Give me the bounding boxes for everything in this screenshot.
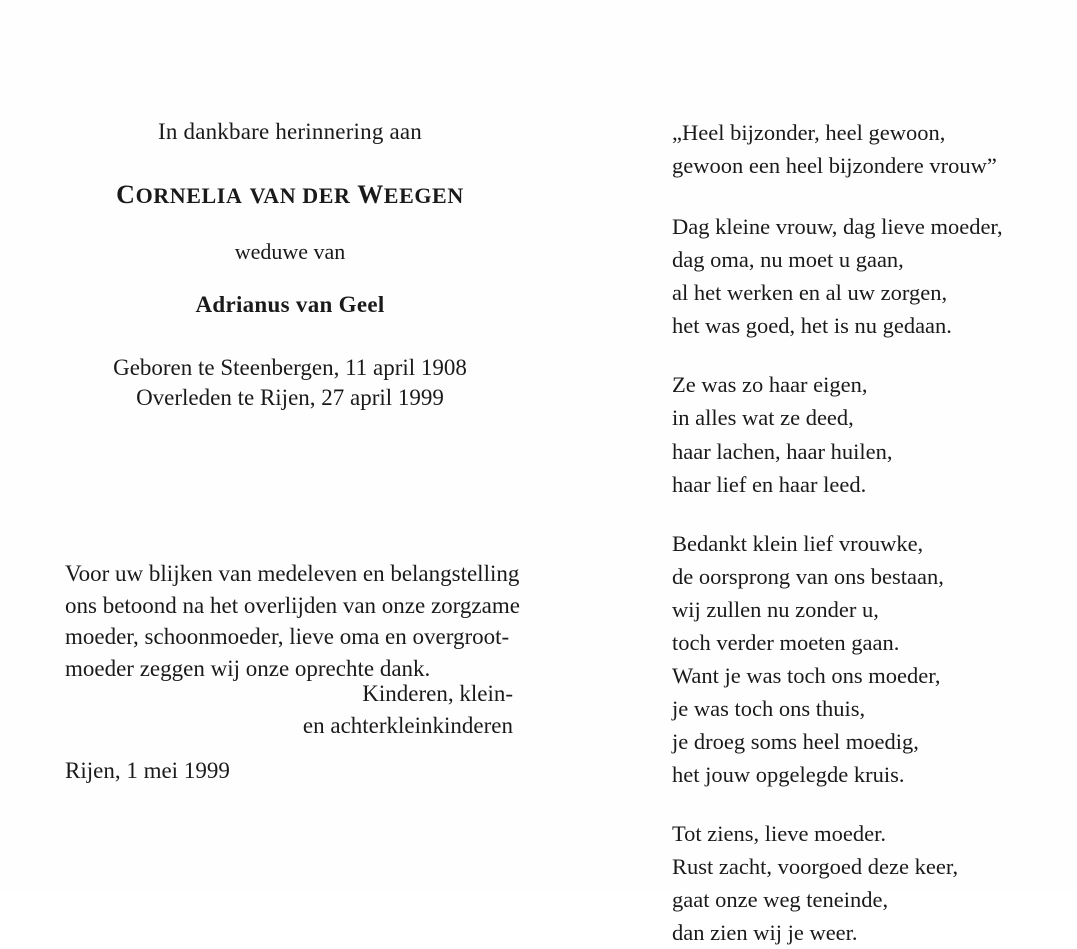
- deceased-name-particle: VAN DER: [249, 182, 351, 208]
- poem-line: in alles wat ze deed,: [672, 405, 854, 431]
- thanks-paragraph: [65, 558, 520, 685]
- poem-column: [672, 116, 1052, 949]
- deceased-name-initial: C: [116, 179, 136, 209]
- epigraph-line-2: gewoon een heel bijzondere vrouw”: [672, 153, 997, 179]
- spouse-name: Adrianus van Geel: [195, 291, 385, 317]
- poem-line: Want je was toch ons moeder,: [672, 662, 941, 688]
- poem-stanza-3: [672, 527, 1052, 792]
- signers-block: [65, 678, 513, 741]
- poem-line: Ze was zo haar eigen,: [672, 372, 868, 398]
- poem-line: haar lachen, haar huilen,: [672, 438, 893, 464]
- poem-line: dag oma, nu moet u gaan,: [672, 247, 904, 273]
- memorial-header: [65, 118, 515, 414]
- life-dates: [65, 353, 515, 414]
- place-date: Rijen, 1 mei 1999: [65, 758, 230, 783]
- poem-epigraph: [672, 116, 1052, 182]
- deceased-name: [65, 180, 515, 210]
- poem-line: al het werken en al uw zorgen,: [672, 280, 948, 306]
- poem-line: wij zullen nu zonder u,: [672, 596, 879, 622]
- poem-line: Rust zacht, voorgoed deze keer,: [672, 854, 959, 880]
- poem-line: toch verder moeten gaan.: [672, 629, 900, 655]
- epigraph-line-1: „Heel bijzonder, heel gewoon,: [672, 120, 946, 145]
- poem-line: Dag kleine vrouw, dag lieve moeder,: [672, 214, 1003, 240]
- poem-line: Tot ziens, lieve moeder.: [672, 821, 886, 847]
- thanks-line-4: moeder zeggen wij onze oprechte dank.: [65, 656, 431, 682]
- deceased-name-last: EEGEN: [383, 182, 464, 208]
- poem-line: het was goed, het is nu gedaan.: [672, 313, 952, 339]
- death-line: Overleden te Rijen, 27 april 1999: [136, 385, 444, 411]
- signers-line-2: en achterkleinkinderen: [302, 712, 513, 738]
- poem-line: de oorsprong van ons bestaan,: [672, 563, 944, 589]
- widow-line: weduwe van: [234, 238, 346, 264]
- deceased-name-last-initial: W: [357, 179, 384, 209]
- poem-stanza-4: [672, 817, 1052, 949]
- thanks-line-3: moeder, schoonmoeder, lieve oma en overgroot-: [65, 624, 510, 650]
- deceased-name-first: ORNELIA: [135, 182, 243, 208]
- poem-line: haar lief en haar leed.: [672, 471, 867, 497]
- poem-line: gaat onze weg teneinde,: [672, 887, 889, 913]
- poem-line: het jouw opgelegde kruis.: [672, 762, 905, 788]
- poem-line: je was toch ons thuis,: [672, 695, 866, 721]
- signers-line-1: Kinderen, klein-: [362, 681, 513, 706]
- poem-stanza-1: [672, 210, 1052, 342]
- poem-line: dan zien wij je weer.: [672, 920, 858, 946]
- thanks-line-2: ons betoond na het overlijden van onze zorgzame: [65, 592, 520, 618]
- thanks-line-1: Voor uw blijken van medeleven en belangstelling: [65, 561, 520, 586]
- poem-line: je droeg soms heel moedig,: [672, 729, 919, 754]
- poem-line: Bedankt klein lief vrouwke,: [672, 530, 924, 556]
- poem-stanza-2: [672, 368, 1052, 500]
- intro-line: In dankbare herinnering aan: [157, 119, 423, 144]
- birth-line: Geboren te Steenbergen, 11 april 1908: [113, 354, 467, 380]
